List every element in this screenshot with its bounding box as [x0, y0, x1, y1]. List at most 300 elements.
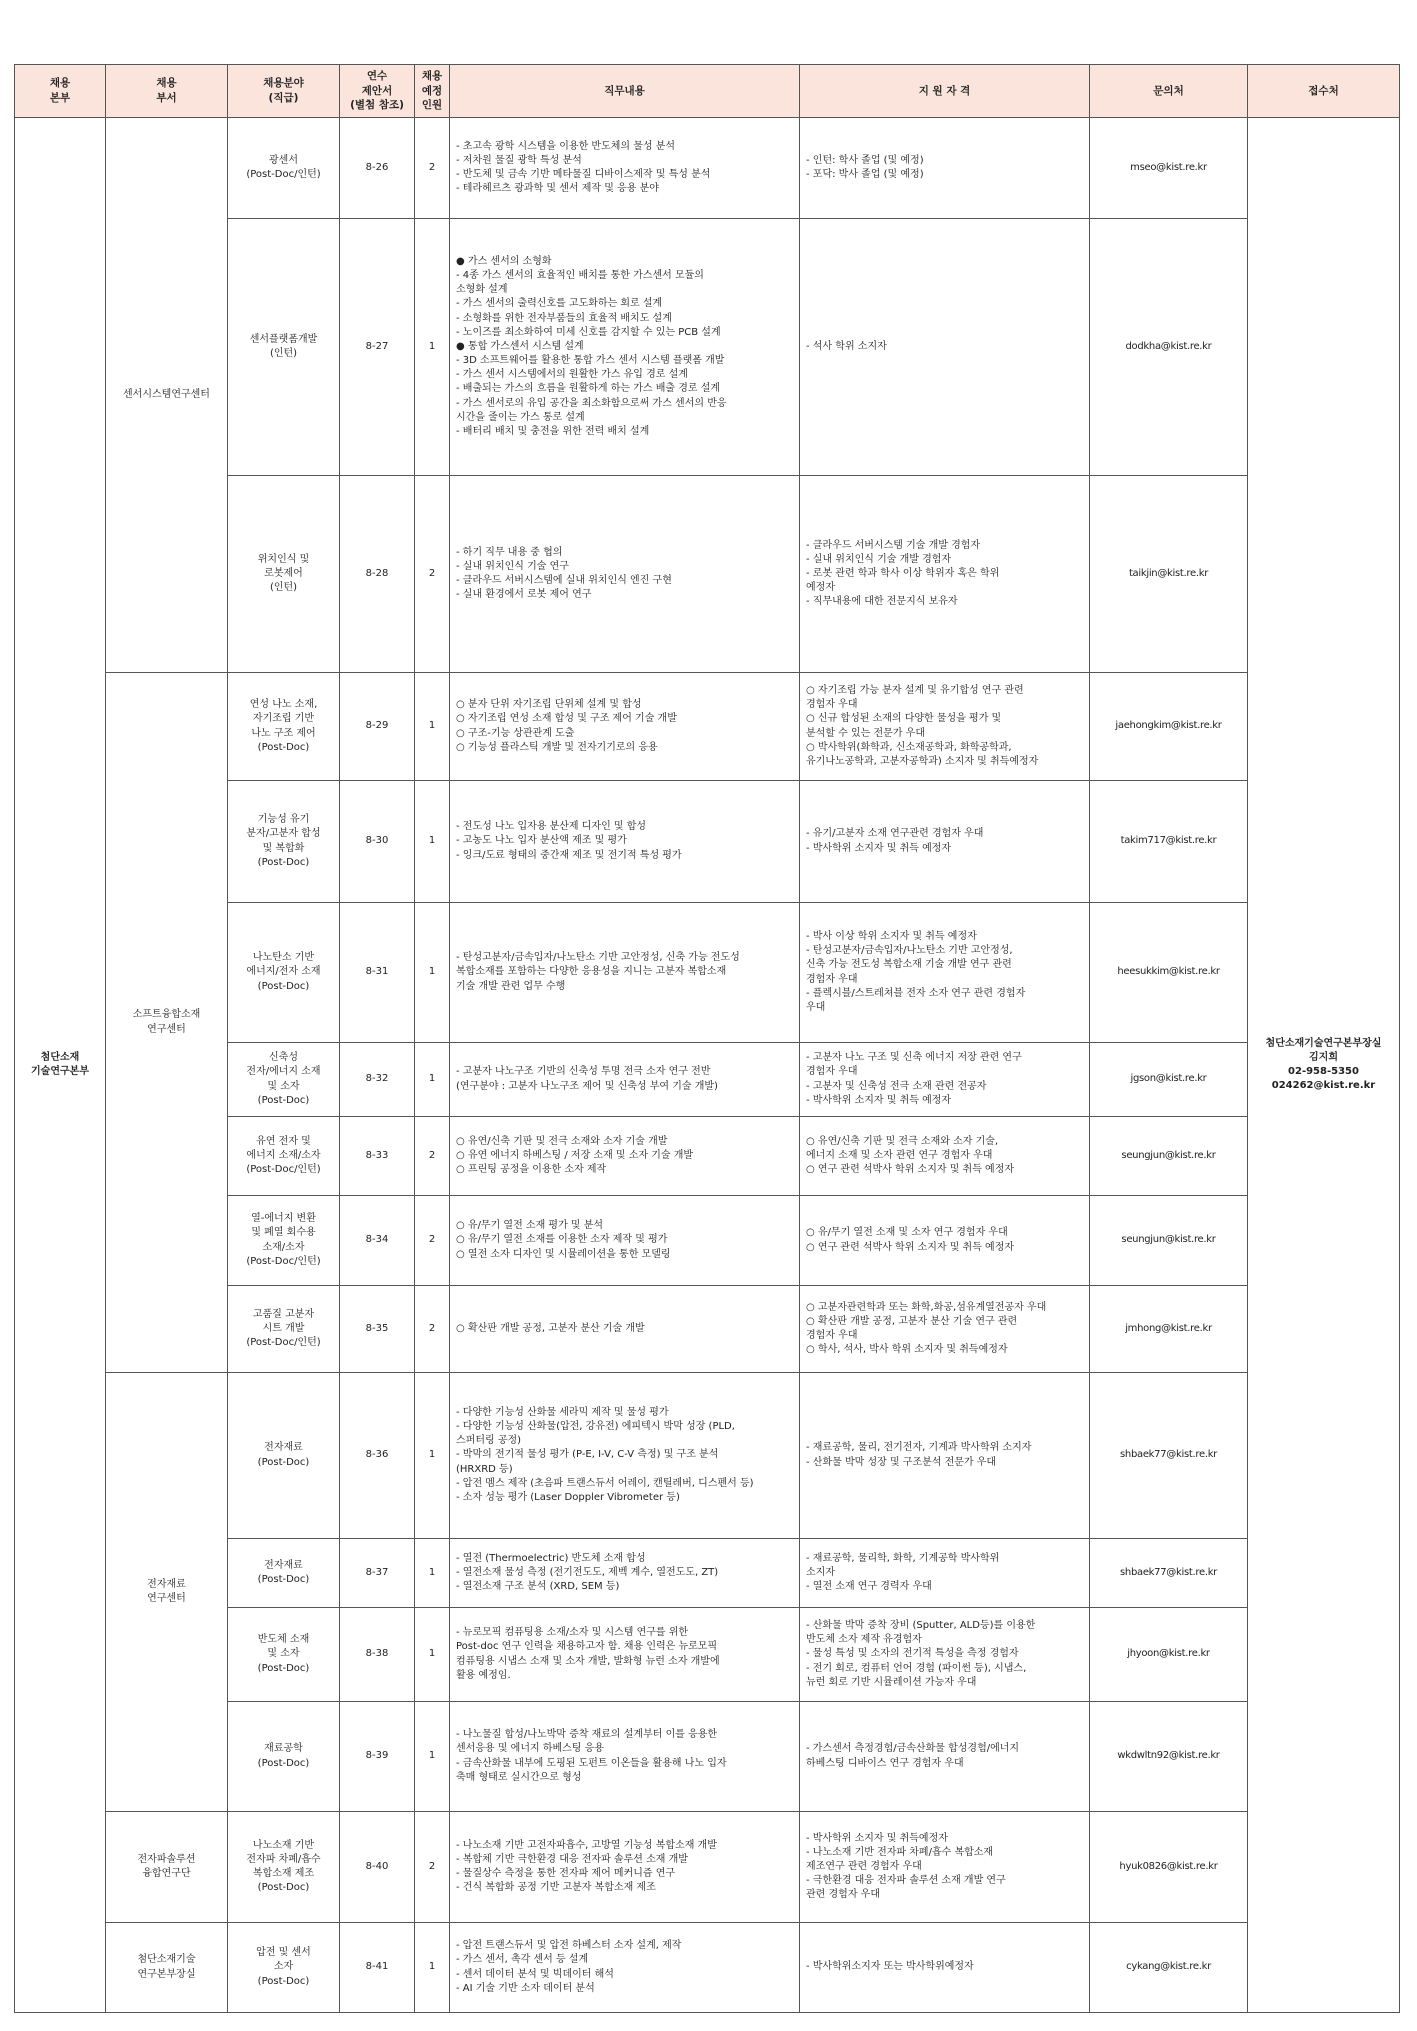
text-line: - 고분자 나노구조 기반의 신축성 투명 전극 소자 연구 전반: [456, 1066, 711, 1078]
text-line: - 탄성고분자/금속입자/나노탄소 기반 고안정성,: [806, 945, 1013, 957]
text-line: 첨단소재: [40, 1051, 80, 1063]
text-line: - 직무내용에 대한 전문지식 보유자: [806, 596, 958, 608]
text-line: 연구센터: [147, 1023, 186, 1035]
text-line: 위치인식 및: [257, 553, 310, 565]
field-cell: [228, 781, 340, 903]
count-cell: 1: [415, 1539, 450, 1608]
duty-cell: [450, 118, 800, 219]
text-line: - 열전 (Thermoelectric) 반도체 소재 합성: [456, 1552, 646, 1564]
text-line: (Post-Doc/인턴): [246, 169, 321, 180]
field-cell: [228, 1286, 340, 1373]
text-line: - 박사 이상 학위 소지자 및 취득 예정자: [806, 930, 977, 942]
text-line: ○ 유연/신축 기판 및 전극 소재와 소자 기술 개발: [456, 1135, 668, 1147]
qualification-cell: [800, 781, 1090, 903]
contact-email: seungjun@kist.re.kr: [1090, 1117, 1248, 1196]
text-line: 경험자 우대: [806, 1066, 858, 1078]
qualification-cell: [800, 1117, 1090, 1196]
contact-email: shbaek77@kist.re.kr: [1090, 1373, 1248, 1539]
contact-email: jaehongkim@kist.re.kr: [1090, 673, 1248, 781]
text-line: - AI 기술 기반 소자 데이터 분석: [456, 1982, 595, 1994]
text-line: 나노 구조 제어: [251, 727, 316, 739]
duty-cell: [450, 1702, 800, 1812]
text-line: 스퍼터링 공정): [456, 1435, 522, 1447]
qualification-cell: [800, 118, 1090, 219]
text-line: 연성 나노 소재,: [249, 699, 318, 711]
header-count: 채용 예정 인원: [415, 65, 450, 118]
text-line: ○ 유/무기 열전 소재 및 소자 연구 경험자 우대: [806, 1227, 1008, 1239]
text-line: ○ 자기조립 가능 분자 설계 및 유기합성 연구 관련: [806, 684, 1024, 696]
text-line: - 고분자 나노 구조 및 신축 에너지 저장 관련 연구: [806, 1052, 1022, 1064]
text-line: - 재료공학, 물리, 전기전자, 기계과 박사학위 소지자: [806, 1442, 1032, 1454]
code-cell: 8-31: [340, 903, 415, 1043]
text-line: - 탄성고분자/금속입자/나노탄소 기반 고안정성, 신축 가능 전도성: [456, 952, 740, 964]
count-cell: 2: [415, 1286, 450, 1373]
text-line: ○ 연구 관련 석박사 학위 소지자 및 취득 예정자: [806, 1241, 1015, 1253]
text-line: 전자재료: [264, 1442, 303, 1454]
table-row: [15, 1923, 1400, 2013]
text-line: - 가스센서 측정경험/금속산화물 합성경험/에너지: [806, 1743, 1020, 1755]
count-cell: 2: [415, 118, 450, 219]
text-line: ○ 학사, 석사, 박사 학위 소지자 및 취득예정자: [806, 1344, 1008, 1356]
text-line: (Post-Doc): [257, 1574, 310, 1585]
text-line: - 가스 센서의 출력신호를 고도화하는 회로 설계: [456, 298, 663, 310]
text-line: - 저차원 물질 광학 특성 분석: [456, 154, 582, 166]
contact-email: taikjin@kist.re.kr: [1090, 476, 1248, 673]
text-line: 전자재료: [264, 1559, 303, 1571]
duty-cell: [450, 1923, 800, 2013]
text-line: - 유기/고분자 소재 연구관련 경험자 우대: [806, 828, 984, 840]
field-cell: [228, 673, 340, 781]
text-line: - 박막의 전기적 물성 평가 (P-E, I-V, C-V 측정) 및 구조 분석: [456, 1449, 719, 1461]
text-line: ● 통합 가스센서 시스템 설계: [456, 340, 584, 352]
text-line: (Post-Doc/인턴): [246, 1164, 321, 1176]
text-line: 전자재료: [147, 1578, 186, 1590]
text-line: ○ 유연 에너지 하베스팅 / 저장 소재 및 소자 기술 개발: [456, 1149, 694, 1161]
count-cell: 1: [415, 1702, 450, 1812]
duty-cell: [450, 673, 800, 781]
recruitment-table: [14, 64, 1400, 2013]
code-cell: 8-41: [340, 1923, 415, 2013]
table-row: [15, 1812, 1400, 1923]
division-cell: [15, 118, 106, 2013]
contact-email: wkdwltn92@kist.re.kr: [1090, 1702, 1248, 1812]
text-line: ○ 자기조립 연성 소재 합성 및 구조 제어 기술 개발: [456, 713, 677, 725]
text-line: (Post-Doc/인턴): [246, 1255, 321, 1267]
text-line: - 3D 소프트웨어를 활용한 통합 가스 센서 시스템 플랫폼 개발: [456, 355, 725, 367]
code-cell: 8-33: [340, 1117, 415, 1196]
text-line: 컴퓨팅용 시냅스 소재 및 소자 개발, 발화형 뉴런 소자 개발에: [456, 1655, 720, 1667]
text-line: ○ 신규 합성된 소재의 다양한 물성을 평가 및: [806, 713, 1002, 725]
text-line: - 소형화를 위한 전자부품들의 효율적 배치도 설계: [456, 312, 672, 324]
duty-cell: [450, 1539, 800, 1608]
text-line: 에너지 소재/소자: [246, 1149, 321, 1161]
text-line: 활용 예정임.: [456, 1669, 511, 1681]
count-cell: 2: [415, 1117, 450, 1196]
qualification-cell: [800, 1812, 1090, 1923]
text-line: (Post-Doc): [257, 1757, 310, 1769]
duty-cell: [450, 476, 800, 673]
text-line: 센서플랫폼개발: [249, 333, 318, 345]
duty-cell: [450, 1196, 800, 1286]
text-line: - 물질상수 측정을 통한 전자파 제어 메커니즘 연구: [456, 1868, 676, 1879]
text-line: ○ 프린팅 공정을 이용한 소자 제작: [456, 1164, 607, 1176]
department-cell: [106, 673, 228, 1373]
text-line: - 산화물 박막 증착 장비 (Sputter, ALD등)를 이용한: [806, 1620, 1036, 1632]
text-line: - 복합체 기반 극한환경 대응 전자파 솔루션 소재 개발: [456, 1853, 688, 1865]
header-duty: 직무내용: [450, 65, 800, 118]
text-line: 분자/고분자 합성: [246, 828, 321, 840]
text-line: - 센서 데이터 분석 및 빅데이터 해석: [456, 1968, 614, 1980]
text-line: ○ 연구 관련 석박사 학위 소지자 및 취득 예정자: [806, 1164, 1015, 1176]
duty-cell: [450, 1373, 800, 1539]
contact-email: mseo@kist.re.kr: [1090, 118, 1248, 219]
text-line: 예정자: [806, 582, 835, 594]
contact-email: jgson@kist.re.kr: [1090, 1043, 1248, 1117]
text-line: 센서시스템연구센터: [123, 388, 210, 400]
code-cell: 8-27: [340, 219, 415, 476]
text-line: 및 소자: [267, 1648, 300, 1660]
count-cell: 1: [415, 903, 450, 1043]
text-line: 기능성 유기: [257, 814, 310, 826]
text-line: - 실내 위치인식 기술 연구: [456, 560, 569, 572]
text-line: - 극한환경 대응 전자파 솔루션 소재 개발 연구: [806, 1875, 1006, 1887]
text-line: (Post-Doc): [257, 980, 310, 992]
text-line: - 물성 특성 및 소자의 전기적 특성을 측정 경험자: [806, 1648, 1019, 1660]
count-cell: 1: [415, 1373, 450, 1539]
code-cell: 8-38: [340, 1608, 415, 1702]
reception-cell: [1248, 118, 1400, 2013]
text-line: 신축성: [269, 1052, 298, 1064]
qualification-cell: [800, 673, 1090, 781]
text-line: (인턴): [269, 348, 298, 359]
text-line: 자기조립 기반: [252, 713, 315, 725]
text-line: - 반도체 및 금속 기반 메타물질 디바이스제작 및 특성 분석: [456, 169, 711, 180]
text-line: - 클라우드 서버시스템에 실내 위치인식 엔진 구현: [456, 575, 672, 586]
count-cell: 1: [415, 1608, 450, 1702]
field-cell: [228, 903, 340, 1043]
text-line: - 나노물질 합성/나노박막 증착 재료의 설계부터 이를 응용한: [456, 1729, 718, 1741]
duty-cell: [450, 219, 800, 476]
text-line: 신축 가능 전도성 복합소재 기술 개발 연구 관련: [806, 959, 1012, 971]
table-row: [15, 1373, 1400, 1539]
department-cell: [106, 1812, 228, 1923]
text-line: - 하기 직무 내용 중 협의: [456, 546, 563, 558]
text-line: - 전도성 나노 입자용 분산제 디자인 및 합성: [456, 821, 647, 833]
header-qualification: 지 원 자 격: [800, 65, 1090, 118]
text-line: - 고분자 및 신축성 전극 소재 관련 전공자: [806, 1080, 987, 1092]
text-line: - 가스 센서로의 유입 공간을 최소화함으로써 가스 센서의 반응: [456, 397, 727, 409]
text-line: 우대: [806, 1001, 826, 1013]
text-line: 고품질 고분자: [252, 1308, 315, 1320]
text-line: (Post-Doc): [257, 1456, 310, 1468]
contact-email: shbaek77@kist.re.kr: [1090, 1539, 1248, 1608]
contact-email: dodkha@kist.re.kr: [1090, 219, 1248, 476]
text-line: (Post-Doc): [257, 1882, 310, 1894]
text-line: 로봇제어: [264, 567, 303, 579]
text-line: 시트 개발: [262, 1322, 305, 1334]
text-line: - 가스 센서 시스템에서의 원활한 가스 유입 경로 설계: [456, 369, 688, 381]
code-cell: 8-36: [340, 1373, 415, 1539]
field-cell: [228, 1812, 340, 1923]
text-line: ○ 유/무기 열전 소재 평가 및 분석: [456, 1220, 604, 1232]
header-row: [15, 65, 1400, 118]
text-line: - 전기 회로, 컴퓨터 언어 경험 (파이썬 등), 시냅스,: [806, 1662, 1027, 1674]
text-line: 소지자: [806, 1566, 835, 1578]
text-line: - 산화물 박막 성장 및 구조분석 전문가 우대: [806, 1456, 997, 1468]
code-cell: 8-40: [340, 1812, 415, 1923]
code-cell: 8-39: [340, 1702, 415, 1812]
text-line: 열-에너지 변환: [251, 1213, 316, 1225]
text-line: - 재료공학, 물리학, 화학, 기계공학 박사학위: [806, 1552, 1000, 1564]
text-line: - 박사학위 소지자 및 취득 예정자: [806, 842, 952, 854]
qualification-cell: [800, 1539, 1090, 1608]
count-cell: 2: [415, 1812, 450, 1923]
text-line: 소재/소자: [262, 1241, 305, 1253]
text-line: 및 소자: [267, 1080, 300, 1092]
text-line: - 금속산화물 내부에 도핑된 도펀트 이온들을 활용해 나노 입자: [456, 1757, 727, 1769]
count-cell: 1: [415, 1923, 450, 2013]
department-cell: [106, 1923, 228, 2013]
text-line: (Post-Doc): [257, 1662, 310, 1674]
field-cell: [228, 1373, 340, 1539]
field-cell: [228, 1923, 340, 2013]
text-line: 하베스팅 디바이스 연구 경험자 우대: [806, 1757, 964, 1769]
field-cell: [228, 1196, 340, 1286]
text-line: - 박사학위소지자 또는 박사학위예정자: [806, 1961, 974, 1973]
field-cell: [228, 1539, 340, 1608]
header-department: 채용 부서: [106, 65, 228, 118]
text-line: 첨단소재기술연구본부장실: [1265, 1037, 1382, 1049]
text-line: - 열전소재 구조 분석 (XRD, SEM 등): [456, 1581, 620, 1593]
text-line: (HRXRD 등): [456, 1463, 513, 1475]
text-line: - 건식 복합화 공정 기반 고분자 복합소재 제조: [456, 1882, 656, 1894]
text-line: (Post-Doc): [257, 1094, 310, 1106]
text-line: - 압전 트랜스듀서 및 압전 하베스터 소자 설계, 제작: [456, 1940, 682, 1952]
code-cell: 8-32: [340, 1043, 415, 1117]
count-cell: 1: [415, 219, 450, 476]
table-row: [15, 118, 1400, 219]
text-line: - 소자 성능 평가 (Laser Doppler Vibrometer 등): [456, 1491, 680, 1503]
qualification-cell: [800, 1608, 1090, 1702]
count-cell: 1: [415, 781, 450, 903]
text-line: 나노탄소 기반: [252, 952, 315, 964]
text-line: 복합소재를 포함하는 다양한 응용성을 지니는 고분자 복합소재: [456, 966, 727, 978]
text-line: (연구분야 : 고분자 나노구조 제어 및 신축성 부여 기술 개발): [456, 1080, 718, 1092]
text-line: Post-doc 연구 인력을 채용하고자 함. 채용 인력은 뉴로모픽: [456, 1641, 718, 1653]
text-line: 관련 경험자 우대: [806, 1889, 880, 1901]
duty-cell: [450, 1608, 800, 1702]
text-line: 반도체 소재: [257, 1634, 310, 1646]
table-row: [15, 673, 1400, 781]
contact-email: seungjun@kist.re.kr: [1090, 1196, 1248, 1286]
text-line: ○ 확산판 개발 공정, 고분자 분산 기술 개발: [456, 1322, 645, 1334]
text-line: - 실내 환경에서 로봇 제어 연구: [456, 589, 592, 601]
text-line: 광센서: [269, 154, 298, 166]
qualification-cell: [800, 1196, 1090, 1286]
qualification-cell: [800, 1373, 1090, 1539]
qualification-cell: [800, 476, 1090, 673]
text-line: - 배출되는 가스의 흐름을 원활하게 하는 가스 배출 경로 설계: [456, 383, 721, 395]
text-line: - 나노소재 기반 전자파 차폐/흡수 복합소재: [806, 1846, 994, 1858]
code-cell: 8-28: [340, 476, 415, 673]
count-cell: 2: [415, 476, 450, 673]
text-line: - 열전소재 물성 측정 (전기전도도, 제벡 계수, 열전도도, ZT): [456, 1566, 719, 1578]
contact-email: heesukkim@kist.re.kr: [1090, 903, 1248, 1043]
text-line: 경험자 우대: [806, 973, 858, 985]
text-line: - 테라헤르츠 광과학 및 센서 제작 및 응용 분야: [456, 183, 659, 195]
qualification-cell: [800, 903, 1090, 1043]
text-line: ○ 구조-기능 상관관계 도출: [456, 727, 575, 739]
contact-email: cykang@kist.re.kr: [1090, 1923, 1248, 2013]
count-cell: 1: [415, 673, 450, 781]
header-field: 채용분야 (직급): [228, 65, 340, 118]
text-line: - 고농도 나노 입자 분산액 제조 및 평가: [456, 835, 627, 847]
qualification-cell: [800, 1702, 1090, 1812]
code-cell: 8-26: [340, 118, 415, 219]
department-cell: [106, 118, 228, 673]
text-line: 복합소재 제조: [252, 1868, 315, 1879]
code-cell: 8-34: [340, 1196, 415, 1286]
field-cell: [228, 1608, 340, 1702]
text-line: - 박사학위 소지자 및 취득예정자: [806, 1832, 948, 1844]
text-line: 전자파솔루션: [137, 1853, 196, 1865]
text-line: - 압전 멤스 제작 (초음파 트랜스듀서 어레이, 캔틸레버, 디스펜서 등): [456, 1477, 754, 1489]
header-contact: 문의처: [1090, 65, 1248, 118]
qualification-cell: [800, 219, 1090, 476]
contact-email: hyuk0826@kist.re.kr: [1090, 1812, 1248, 1923]
text-line: (인턴): [269, 582, 298, 594]
text-line: 경험자 우대: [806, 699, 858, 711]
text-line: (Post-Doc/인턴): [246, 1337, 321, 1349]
text-line: - 배터리 배치 및 충전을 위한 전력 배치 설계: [456, 426, 650, 438]
text-line: (Post-Doc): [257, 741, 310, 753]
text-line: 축매 형태로 실시간으로 형성: [456, 1771, 582, 1783]
header-reception: 접수처: [1248, 65, 1400, 118]
field-cell: [228, 118, 340, 219]
code-cell: 8-29: [340, 673, 415, 781]
text-line: 소자: [273, 1961, 294, 1973]
text-line: 전자/에너지 소재: [246, 1066, 321, 1078]
field-cell: [228, 1702, 340, 1812]
header-code: 연수 제안서 (별첨 참조): [340, 65, 415, 118]
text-line: ○ 고분자관련학과 또는 화학,화공,섬유계열전공자 우대: [806, 1301, 1047, 1313]
duty-cell: [450, 781, 800, 903]
contact-email: jhyoon@kist.re.kr: [1090, 1608, 1248, 1702]
text-line: 연구본부장실: [137, 1968, 196, 1980]
text-line: - 다양한 기능성 산화물(압전, 강유전) 에피텍시 박막 성장 (PLD,: [456, 1421, 735, 1433]
text-line: (Post-Doc): [257, 1975, 310, 1987]
text-line: - 나노소재 기반 고전자파흡수, 고방열 기능성 복합소재 개발: [456, 1839, 717, 1851]
text-line: ○ 열전 소자 디자인 및 시뮬레이션을 통한 모델링: [456, 1248, 671, 1260]
duty-cell: [450, 1043, 800, 1117]
text-line: - 박사학위 소지자 및 취득 예정자: [806, 1094, 952, 1106]
text-line: ○ 유연/신축 기판 및 전극 소재와 소자 기술,: [806, 1135, 999, 1147]
text-line: 센서응용 및 에너지 하베스팅 응용: [456, 1743, 604, 1755]
duty-cell: [450, 903, 800, 1043]
code-cell: 8-35: [340, 1286, 415, 1373]
text-line: 에너지 소재 및 소자 관련 연구 경험자 우대: [806, 1149, 993, 1161]
text-line: ○ 분자 단위 자기조립 단위체 설계 및 합성: [456, 699, 642, 711]
text-line: 시간을 줄이는 가스 통로 설계: [456, 411, 585, 423]
text-line: 기술 개발 관련 업무 수행: [456, 980, 566, 992]
contact-email: takim717@kist.re.kr: [1090, 781, 1248, 903]
duty-cell: [450, 1117, 800, 1196]
text-line: - 석사 학위 소지자: [806, 340, 887, 352]
text-line: 소형화 설계: [456, 284, 508, 296]
department-cell: [106, 1373, 228, 1812]
text-line: 유기나노공학과, 고분자공학과) 소지자 및 취득예정자: [806, 755, 1039, 767]
qualification-cell: [800, 1286, 1090, 1373]
text-line: 융합연구단: [142, 1868, 191, 1879]
text-line: - 초고속 광학 시스템을 이용한 반도체의 물성 분석: [456, 140, 676, 152]
duty-cell: [450, 1812, 800, 1923]
text-line: 압전 및 센서: [256, 1947, 311, 1959]
qualification-cell: [800, 1043, 1090, 1117]
text-line: 02-958-5350: [1288, 1066, 1359, 1077]
text-line: ○ 유/무기 열전 소재를 이용한 소자 제작 및 평가: [456, 1234, 668, 1246]
text-line: - 잉크/도료 형태의 중간재 제조 및 전기적 특성 평가: [456, 849, 682, 861]
field-cell: [228, 1117, 340, 1196]
text-line: - 인턴: 학사 졸업 (및 예정): [806, 154, 924, 166]
field-cell: [228, 476, 340, 673]
contact-email: jmhong@kist.re.kr: [1090, 1286, 1248, 1373]
code-cell: 8-37: [340, 1539, 415, 1608]
header-division: 채용 본부: [15, 65, 106, 118]
text-line: 나노소재 기반: [252, 1839, 315, 1851]
text-line: 첨단소재기술: [137, 1954, 196, 1966]
qualification-cell: [800, 1923, 1090, 2013]
field-cell: [228, 219, 340, 476]
text-line: (Post-Doc): [257, 856, 310, 868]
count-cell: 1: [415, 1043, 450, 1117]
text-line: 소프트융합소재: [132, 1009, 201, 1021]
duty-cell: [450, 1286, 800, 1373]
text-line: 전자파 차폐/흡수: [246, 1853, 321, 1865]
text-line: 제조연구 관련 경험자 우대: [806, 1860, 922, 1872]
text-line: 및 폐열 회수용: [251, 1227, 316, 1239]
text-line: ● 가스 센서의 소형화: [456, 255, 552, 267]
text-line: 김지희: [1309, 1051, 1338, 1063]
text-line: - 포닥: 박사 졸업 (및 예정): [806, 169, 924, 180]
text-line: 재료공학: [264, 1743, 303, 1755]
text-line: - 플렉시블/스트레쳐블 전자 소자 연구 관련 경험자: [806, 987, 1026, 999]
text-line: - 노이즈를 최소화하여 미세 신호를 감지할 수 있는 PCB 설계: [456, 326, 721, 338]
text-line: ○ 박사학위(화학과, 신소재공학과, 화학공학과,: [806, 741, 1012, 753]
text-line: - 가스 센서, 촉각 센서 등 설계: [456, 1954, 589, 1966]
text-line: - 열전 소재 연구 경력자 우대: [806, 1581, 932, 1593]
text-line: 반도체 소자 제작 유경험자: [806, 1634, 922, 1646]
field-cell: [228, 1043, 340, 1117]
text-line: 분석할 수 있는 전문가 우대: [806, 727, 925, 739]
text-line: - 뉴로모픽 컴퓨팅용 소재/소자 및 시스템 연구를 위한: [456, 1627, 689, 1639]
text-line: 024262@kist.re.kr: [1271, 1080, 1376, 1092]
text-line: 유연 전자 및: [256, 1135, 311, 1147]
text-line: ○ 확산판 개발 공정, 고분자 분산 기술 연구 관련: [806, 1315, 1018, 1327]
text-line: 경험자 우대: [806, 1330, 858, 1341]
text-line: - 다양한 기능성 산화물 세라믹 제작 및 물성 평가: [456, 1406, 669, 1418]
code-cell: 8-30: [340, 781, 415, 903]
text-line: 뉴런 회로 기반 시뮬레이션 가능자 우대: [806, 1676, 977, 1688]
text-line: 에너지/전자 소재: [246, 966, 321, 978]
count-cell: 2: [415, 1196, 450, 1286]
text-line: - 로봇 관련 학과 학사 이상 학위자 혹은 학위: [806, 567, 1000, 579]
text-line: 및 복합화: [262, 842, 305, 854]
text-line: - 클라우드 서버시스템 기술 개발 경험자: [806, 539, 981, 551]
text-line: ○ 기능성 플라스틱 개발 및 전자기기로의 응용: [456, 741, 658, 753]
text-line: 기술연구본부: [31, 1066, 89, 1077]
text-line: 연구센터: [147, 1593, 186, 1604]
text-line: - 실내 위치인식 기술 개발 경험자: [806, 553, 952, 565]
